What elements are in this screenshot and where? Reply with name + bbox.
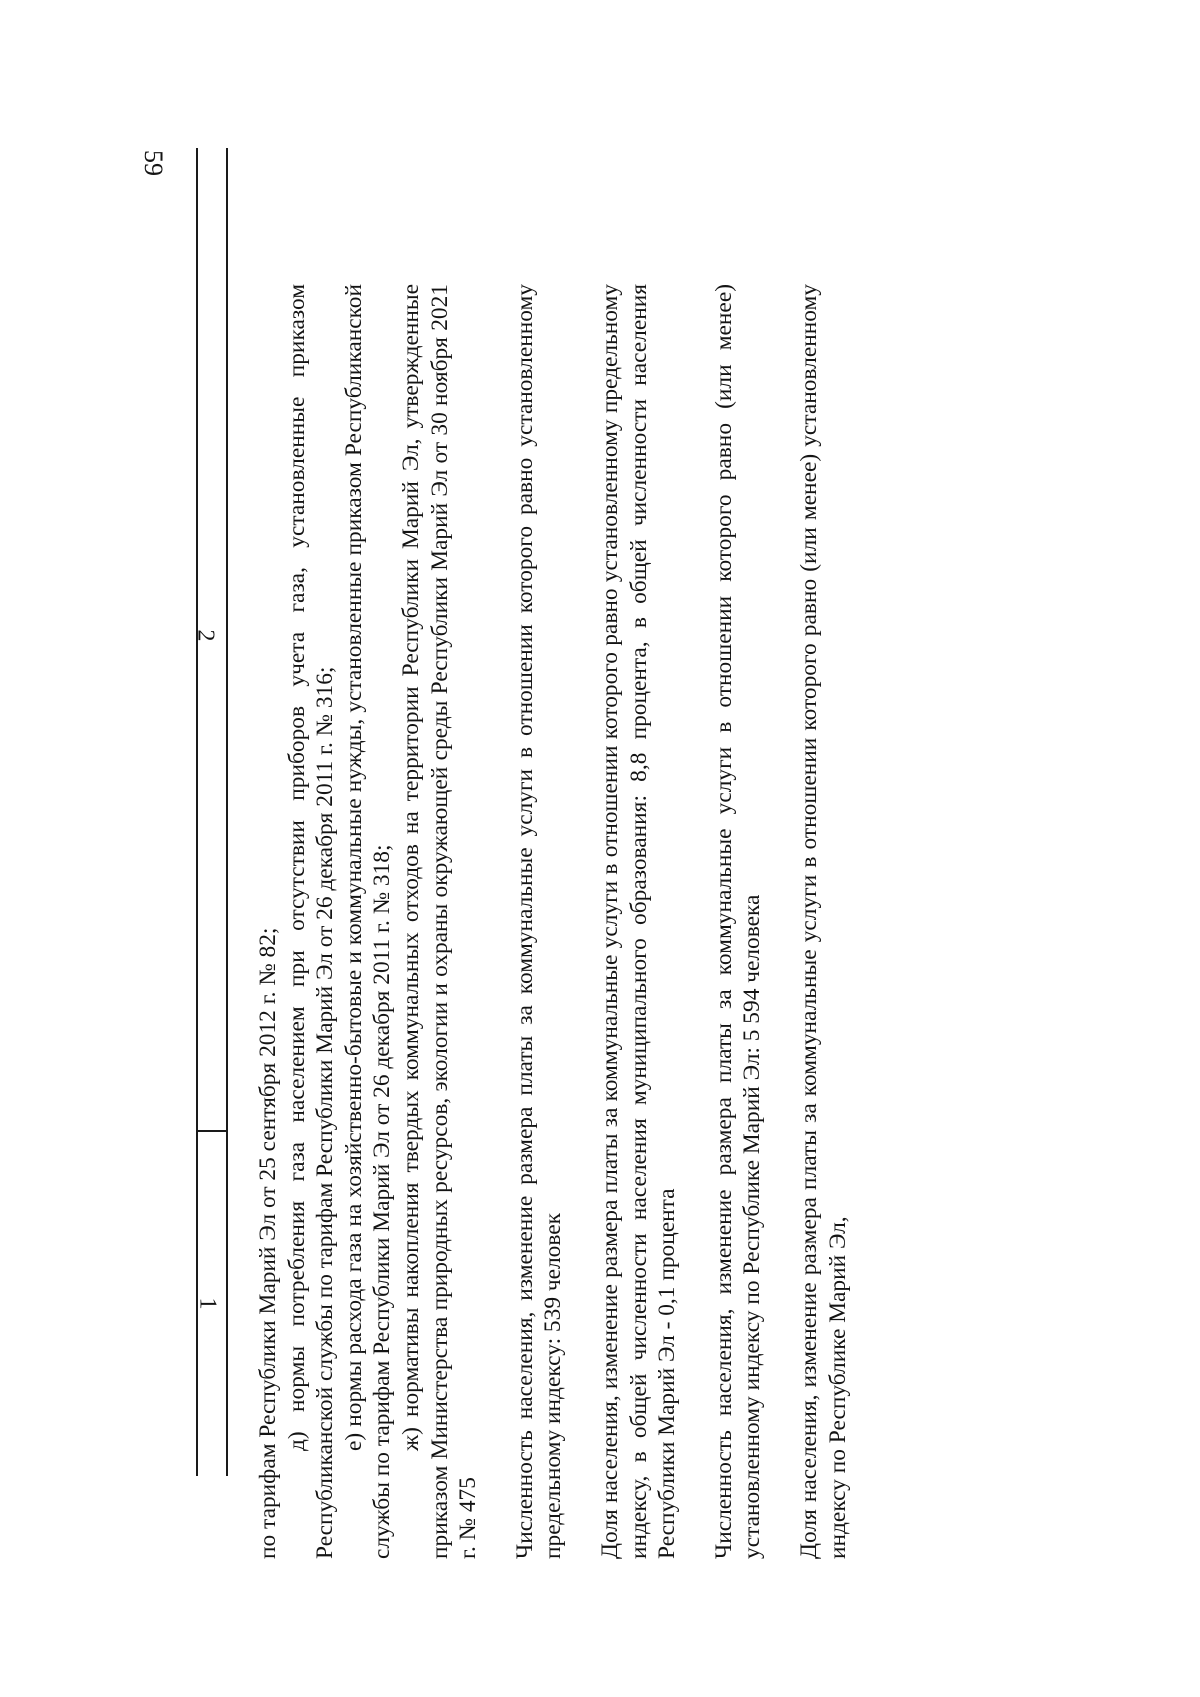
column-2-content	[254, 284, 852, 1559]
population-paragraph-2: Численность населения, изменение размера платы за коммунальные услуги в отношении которого равно (или менее) установленному индексу по Республике Марий Эл: 5 594 человека	[710, 284, 766, 1559]
text-item-e: е) нормы расхода газа на хозяйственно-бытовые и коммунальные нужды, установленные приказом Республиканской службы по тарифам Республики Марий Эл от 26 декабря 2011 г. № 318;	[340, 284, 396, 1559]
table-column-divider-h	[196, 1130, 228, 1132]
table-left-rule	[196, 148, 198, 1476]
table-header-col-2-label: 2	[192, 629, 219, 642]
table-header-rule	[226, 148, 228, 1476]
share-paragraph-2: Доля населения, изменение размера платы за коммунальные услуги в отношении которого равно (или менее) установленному индексу по Республике Марий Эл,	[795, 284, 851, 1559]
share-paragraph-1: Доля населения, изменение размера платы за коммунальные услуги в отношении которого равно установленному предельному индексу, в общей численности населения муниципального образования: 8,8 процента, в общей численности населения Республики Марий Эл - 0,1 процента	[596, 284, 681, 1559]
text-item-zh: ж) нормативы накопления твердых коммунальных отходов на территории Республики Марий Эл, утвержденные приказом Министерства природных ресурсов, экологии и охраны окружающей среды Республики Марий Эл от 30 ноября 2021 г. № 475	[397, 284, 482, 1559]
text-line: по тарифам Республики Марий Эл от 25 сентября 2012 г. № 82;	[255, 927, 281, 1559]
table-header-col-1-label: 1	[194, 1297, 221, 1310]
page-number-label: 59	[139, 150, 168, 176]
text-item-d: д) нормы потребления газа населением при отсутствии приборов учета газа, установленные приказом Республиканской службы по тарифам Республики Марий Эл от 26 декабря 2011 г. № 316;	[283, 284, 339, 1559]
population-paragraph-1: Численность населения, изменение размера платы за коммунальные услуги в отношении которого равно установленному предельному индексу: 539 человек	[511, 284, 567, 1559]
